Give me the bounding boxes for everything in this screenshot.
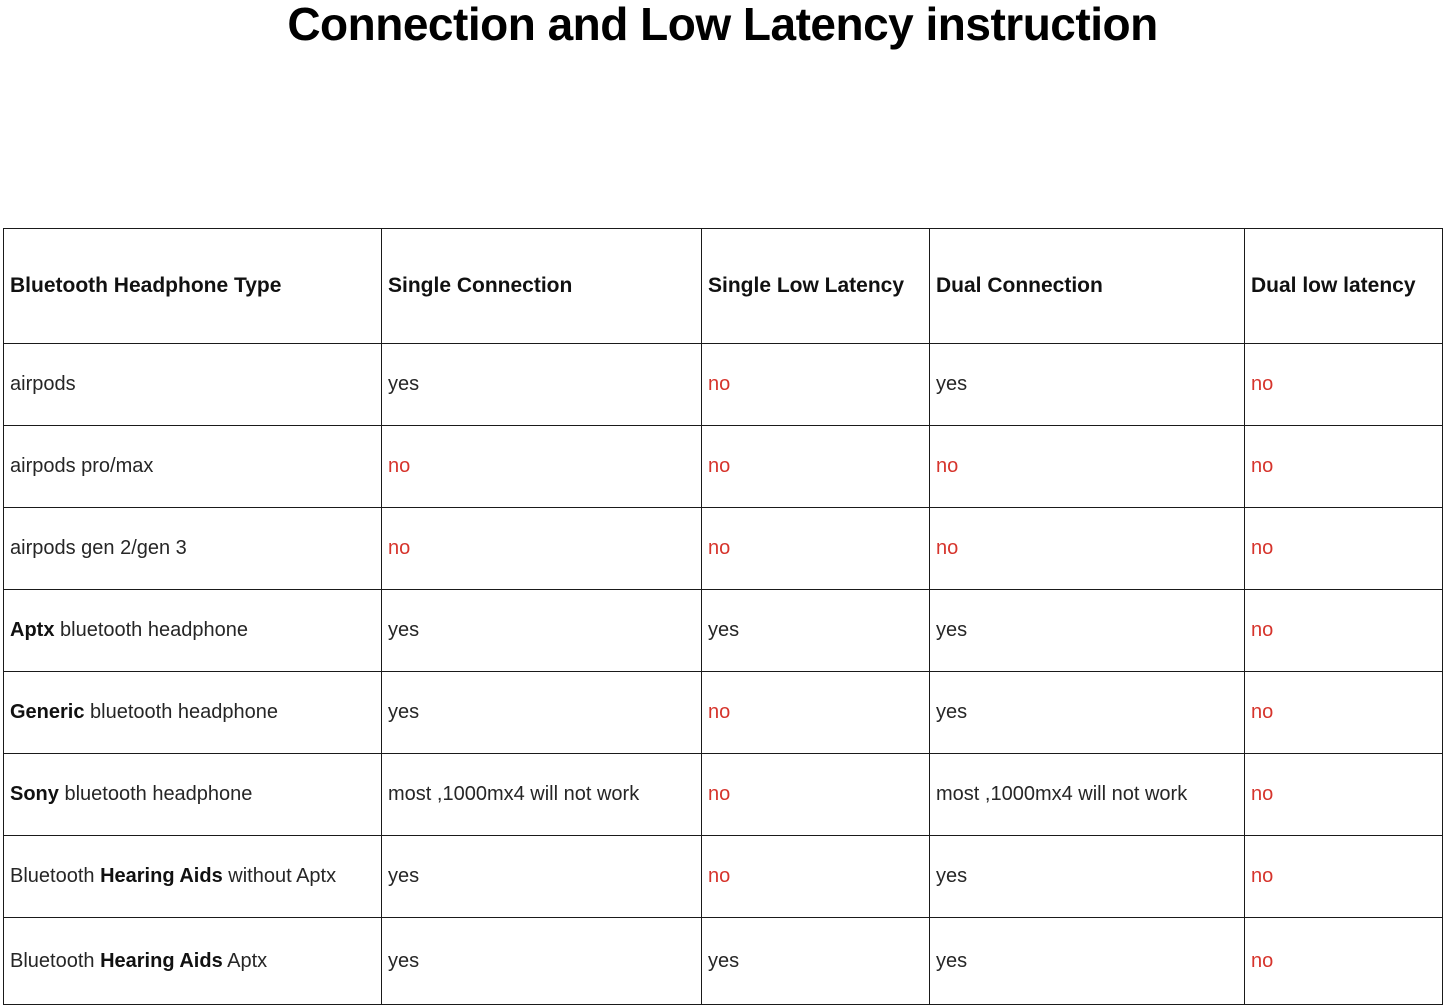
- cell-value: yes: [388, 619, 420, 641]
- cell-single-connection: [382, 344, 702, 426]
- cell-value: yes: [936, 949, 968, 972]
- headphone-type-label: Generic bluetooth headphone: [10, 701, 278, 723]
- column-header-headphone-type: Bluetooth Headphone Type: [4, 229, 382, 344]
- table-row: [4, 590, 1443, 672]
- cell-single-connection: [382, 590, 702, 672]
- cell-value: no: [936, 537, 959, 559]
- compatibility-table: [3, 228, 1443, 1005]
- cell-headphone-type: [4, 590, 382, 672]
- cell-dual-low-latency: [1245, 344, 1443, 426]
- cell-single-low-latency: [702, 754, 930, 836]
- column-header-single-low-latency: Single Low Latency: [702, 229, 930, 344]
- cell-dual-connection: [930, 836, 1245, 918]
- cell-dual-low-latency: [1245, 836, 1443, 918]
- cell-value: yes: [936, 373, 968, 395]
- cell-headphone-type: [4, 672, 382, 754]
- cell-single-connection: [382, 508, 702, 590]
- cell-dual-low-latency: [1245, 508, 1443, 590]
- cell-single-connection: [382, 672, 702, 754]
- headphone-type-label: Sony bluetooth headphone: [10, 783, 253, 805]
- cell-headphone-type: [4, 754, 382, 836]
- cell-value: no: [708, 373, 731, 395]
- cell-headphone-type: [4, 344, 382, 426]
- cell-headphone-type: [4, 918, 382, 1005]
- cell-value: no: [388, 537, 411, 559]
- cell-single-low-latency: [702, 836, 930, 918]
- cell-value: no: [708, 537, 731, 559]
- cell-dual-connection: [930, 590, 1245, 672]
- cell-value: yes: [388, 865, 420, 887]
- cell-dual-low-latency: [1245, 426, 1443, 508]
- headphone-type-label: Aptx bluetooth headphone: [10, 619, 248, 641]
- cell-headphone-type: [4, 836, 382, 918]
- headphone-type-label: airpods pro/max: [10, 455, 154, 477]
- cell-value: no: [708, 865, 731, 887]
- cell-single-connection: [382, 754, 702, 836]
- cell-dual-connection: [930, 508, 1245, 590]
- cell-value: most ,1000mx4 will not work: [388, 783, 640, 805]
- headphone-type-label: airpods: [10, 373, 76, 395]
- cell-dual-connection: [930, 918, 1245, 1005]
- table-row: [4, 918, 1443, 1005]
- cell-value: yes: [708, 949, 740, 972]
- cell-dual-connection: [930, 344, 1245, 426]
- cell-value: yes: [708, 619, 740, 641]
- cell-value: most ,1000mx4 will not work: [936, 783, 1188, 805]
- cell-value: no: [1251, 619, 1274, 641]
- column-header-single-connection: Single Connection: [382, 229, 702, 344]
- cell-single-low-latency: [702, 344, 930, 426]
- table-header: [4, 229, 1443, 344]
- cell-dual-connection: [930, 754, 1245, 836]
- cell-single-connection: [382, 918, 702, 1005]
- table-row: [4, 672, 1443, 754]
- cell-value: no: [1251, 537, 1274, 559]
- column-header-dual-low-latency: Dual low latency: [1245, 229, 1443, 344]
- cell-dual-low-latency: [1245, 672, 1443, 754]
- cell-single-low-latency: [702, 918, 930, 1005]
- cell-dual-low-latency: [1245, 590, 1443, 672]
- cell-value: yes: [936, 865, 968, 887]
- cell-value: yes: [388, 701, 420, 723]
- table-row: [4, 426, 1443, 508]
- cell-dual-low-latency: [1245, 754, 1443, 836]
- cell-value: no: [388, 455, 411, 477]
- cell-single-low-latency: [702, 672, 930, 754]
- table-header-row: [4, 229, 1443, 344]
- cell-headphone-type: [4, 508, 382, 590]
- headphone-type-label: airpods gen 2/gen 3: [10, 537, 187, 559]
- table-row: [4, 508, 1443, 590]
- cell-single-low-latency: [702, 508, 930, 590]
- cell-value: no: [1251, 865, 1274, 887]
- table-row: [4, 344, 1443, 426]
- cell-value: yes: [936, 619, 968, 641]
- cell-value: yes: [388, 949, 420, 972]
- cell-value: no: [1251, 373, 1274, 395]
- cell-value: no: [708, 701, 731, 723]
- table-row: [4, 754, 1443, 836]
- cell-value: no: [708, 783, 731, 805]
- cell-value: no: [708, 455, 731, 477]
- cell-single-low-latency: [702, 426, 930, 508]
- page-title: Connection and Low Latency instruction: [287, 0, 1158, 50]
- cell-value: yes: [388, 373, 420, 395]
- cell-value: no: [936, 455, 959, 477]
- table-body: [4, 344, 1443, 1005]
- column-header-dual-connection: Dual Connection: [930, 229, 1245, 344]
- cell-headphone-type: [4, 426, 382, 508]
- headphone-type-label: Bluetooth Hearing Aids Aptx: [10, 949, 268, 972]
- cell-dual-connection: [930, 672, 1245, 754]
- headphone-type-label: Bluetooth Hearing Aids without Aptx: [10, 865, 337, 887]
- cell-single-connection: [382, 426, 702, 508]
- cell-value: no: [1251, 783, 1274, 805]
- cell-value: no: [1251, 455, 1274, 477]
- cell-value: no: [1251, 949, 1274, 972]
- table-row: [4, 836, 1443, 918]
- cell-value: no: [1251, 701, 1274, 723]
- cell-dual-low-latency: [1245, 918, 1443, 1005]
- compatibility-table-container: [3, 228, 1442, 1005]
- cell-single-connection: [382, 836, 702, 918]
- cell-single-low-latency: [702, 590, 930, 672]
- cell-value: yes: [936, 701, 968, 723]
- cell-dual-connection: [930, 426, 1245, 508]
